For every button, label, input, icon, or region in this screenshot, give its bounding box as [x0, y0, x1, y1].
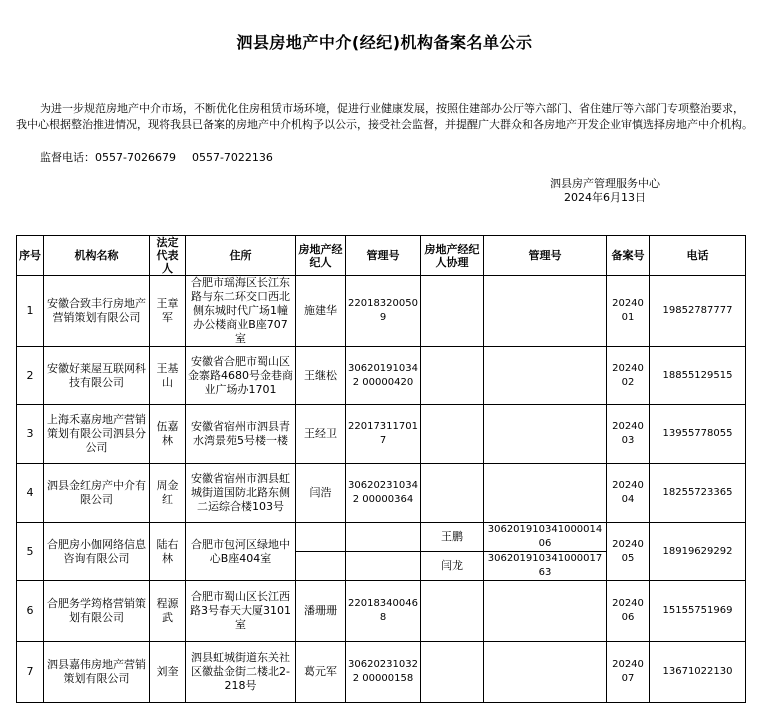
cell-rep: 伍嘉林: [150, 405, 186, 464]
cell-assist: [421, 642, 484, 703]
table-header-row: [17, 236, 746, 276]
cell-name: 合肥务学筠格营销策划有限公司: [44, 581, 150, 642]
table-row: [17, 405, 746, 464]
signature-block: [480, 177, 730, 205]
cell-phone: 13955778055: [650, 405, 746, 464]
cell-mgmt2: [484, 581, 607, 642]
cell-addr: 合肥市包河区绿地中心B座404室: [186, 523, 296, 581]
cell-addr: 安徽省宿州市泗县青水湾景苑5号楼一楼: [186, 405, 296, 464]
intro-paragraph: 为进一步规范房地产中介市场，不断优化住房租赁市场环境，促进行业健康发展，按照住建部办公厅等六部门、省住建厅等六部门专项整治要求，我中心根据整治推进情况，现将我县已备案的房地产中介机构予以公示，接受社会监督，并提醒广大群众和各房地产开发企业审慎选择房地产中介机构。: [16, 102, 753, 131]
header-seq: 序号: [17, 236, 44, 276]
cell-agent: 闫浩: [296, 464, 346, 523]
cell-mgmt: [346, 552, 421, 581]
cell-addr: 安徽省合肥市蜀山区金寨路4680号金巷商业广场办1701: [186, 347, 296, 405]
cell-record: 2024001: [607, 276, 650, 347]
table-row: [17, 642, 746, 703]
cell-record: 2024003: [607, 405, 650, 464]
cell-mgmt2: [484, 642, 607, 703]
cell-mgmt: [346, 523, 421, 552]
cell-assist: [421, 347, 484, 405]
cell-seq: 1: [17, 276, 44, 347]
header-rep: 法定代表人: [150, 236, 186, 276]
cell-mgmt2: [484, 405, 607, 464]
cell-record: 2024007: [607, 642, 650, 703]
header-mgmt2: 管理号: [484, 236, 607, 276]
cell-mgmt: 220173117017: [346, 405, 421, 464]
cell-mgmt: 306201910342 00000420: [346, 347, 421, 405]
cell-rep: 刘奎: [150, 642, 186, 703]
table-row: [17, 464, 746, 523]
cell-agent: 王继松: [296, 347, 346, 405]
cell-assist: [421, 405, 484, 464]
header-mgmt: 管理号: [346, 236, 421, 276]
signature-org: 泗县房产管理服务中心: [550, 177, 660, 190]
cell-agent: 葛元军: [296, 642, 346, 703]
cell-agent: 潘珊珊: [296, 581, 346, 642]
header-phone: 电话: [650, 236, 746, 276]
cell-name: 安徽合致丰行房地产营销策划有限公司: [44, 276, 150, 347]
cell-assist: [421, 464, 484, 523]
cell-addr: 安徽省宿州市泗县虹城街道国防北路东侧二运综合楼103号: [186, 464, 296, 523]
cell-name: 安徽好莱屋互联网科技有限公司: [44, 347, 150, 405]
tel-phone-1: 0557-7026679: [95, 151, 176, 164]
cell-mgmt2: 30620191034100001406: [484, 523, 607, 552]
table-row: [17, 581, 746, 642]
cell-mgmt: 220183200509: [346, 276, 421, 347]
cell-agent: 王经卫: [296, 405, 346, 464]
cell-rep: 王基山: [150, 347, 186, 405]
cell-record: 2024006: [607, 581, 650, 642]
cell-mgmt: 220183400468: [346, 581, 421, 642]
header-name: 机构名称: [44, 236, 150, 276]
cell-name: 上海禾嘉房地产营销策划有限公司泗县分公司: [44, 405, 150, 464]
cell-rep: 陆右林: [150, 523, 186, 581]
cell-seq: 5: [17, 523, 44, 581]
cell-rep: 王章军: [150, 276, 186, 347]
header-record: 备案号: [607, 236, 650, 276]
cell-assist: [421, 581, 484, 642]
cell-phone: 19852787777: [650, 276, 746, 347]
page-title: 泗县房地产中介(经纪)机构备案名单公示: [236, 33, 533, 52]
cell-seq: 4: [17, 464, 44, 523]
signature-date: 2024年6月13日: [564, 191, 646, 204]
cell-mgmt: 306202310322 00000158: [346, 642, 421, 703]
cell-assist: [421, 276, 484, 347]
cell-agent: [296, 523, 346, 552]
cell-phone: 18919629292: [650, 523, 746, 581]
tel-phone-2: 0557-7022136: [191, 151, 273, 164]
cell-mgmt2: [484, 347, 607, 405]
cell-rep: 程源武: [150, 581, 186, 642]
cell-mgmt2: [484, 276, 607, 347]
cell-mgmt2: 30620191034100001763: [484, 552, 607, 581]
cell-phone: 18255723365: [650, 464, 746, 523]
cell-assist: 王鹏: [421, 523, 484, 552]
cell-seq: 2: [17, 347, 44, 405]
cell-seq: 3: [17, 405, 44, 464]
header-agent: 房地产经纪人: [296, 236, 346, 276]
cell-agent: [296, 552, 346, 581]
supervision-phone: [40, 149, 273, 165]
table-row: [17, 276, 746, 347]
cell-addr: 合肥市蜀山区长江西路3号春天大厦3101室: [186, 581, 296, 642]
cell-rep: 周金红: [150, 464, 186, 523]
cell-name: 合肥房小伽网络信息咨询有限公司: [44, 523, 150, 581]
table-row: [17, 347, 746, 405]
cell-record: 2024004: [607, 464, 650, 523]
cell-name: 泗县金红房产中介有限公司: [44, 464, 150, 523]
cell-mgmt2: [484, 464, 607, 523]
cell-agent: 施建华: [296, 276, 346, 347]
header-assist: 房地产经纪人协理: [421, 236, 484, 276]
cell-assist: 闫龙: [421, 552, 484, 581]
tel-label: 监督电话：: [40, 151, 95, 164]
cell-phone: 18855129515: [650, 347, 746, 405]
cell-record: 2024005: [607, 523, 650, 581]
table-row: [17, 523, 746, 552]
registry-table: [16, 235, 746, 703]
cell-seq: 6: [17, 581, 44, 642]
cell-addr: 合肥市瑶海区长江东路与东二环交口西北侧东城时代广场1幢办公楼商业B座707室: [186, 276, 296, 347]
cell-name: 泗县嘉伟房地产营销策划有限公司: [44, 642, 150, 703]
cell-phone: 13671022130: [650, 642, 746, 703]
cell-seq: 7: [17, 642, 44, 703]
cell-phone: 15155751969: [650, 581, 746, 642]
cell-mgmt: 306202310342 00000364: [346, 464, 421, 523]
cell-addr: 泗县虹城街道东关社区徽盐金街二楼北2-218号: [186, 642, 296, 703]
cell-record: 2024002: [607, 347, 650, 405]
header-addr: 住所: [186, 236, 296, 276]
